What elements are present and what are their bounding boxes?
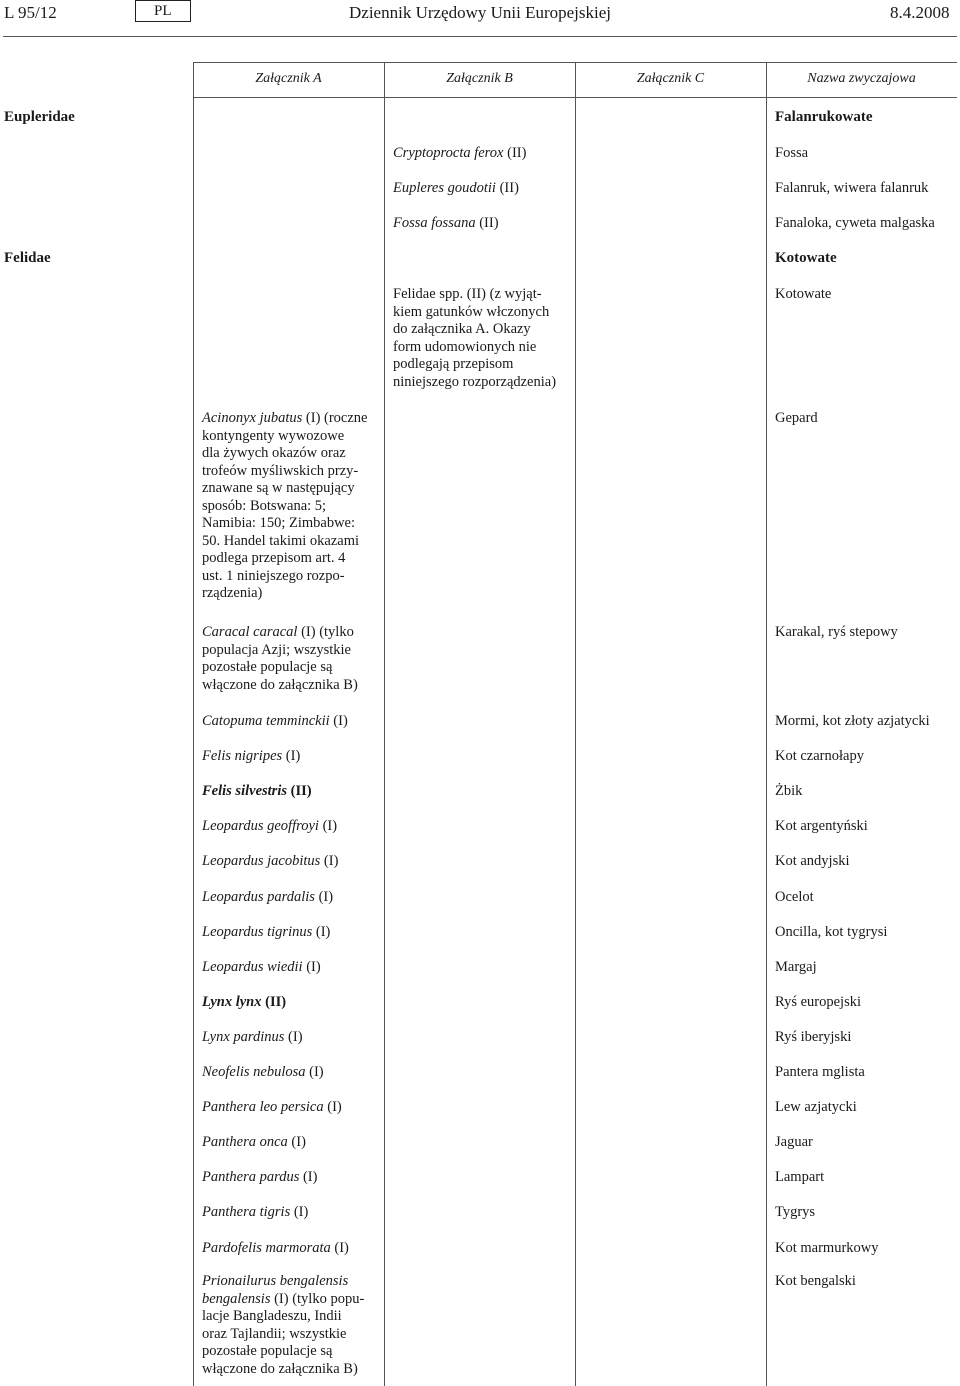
- species-entry: Felis nigripes (I): [202, 748, 301, 764]
- common-name: Ryś iberyjski: [775, 1029, 852, 1045]
- species-entry: Lynx lynx (II): [202, 994, 287, 1010]
- language-badge: PL: [135, 0, 191, 22]
- species-entry: Fossa fossana (II): [393, 215, 499, 231]
- publication-date: 8.4.2008: [890, 3, 950, 22]
- common-name: Lew azjatycki: [775, 1099, 857, 1115]
- column-divider: [193, 62, 194, 1386]
- felidae-spp-entry: Felidae spp. (II) (z wyjąt- kiem gatunków włczonych do załącznika A. Okazy form udomowionych nie podlegają przepisom niniejszego rozporządzenia): [393, 286, 557, 390]
- species-entry: Leopardus jacobitus (I): [202, 853, 339, 869]
- species-entry: Leopardus pardalis (I): [202, 889, 334, 905]
- species-entry: Cryptoprocta ferox (II): [393, 145, 527, 161]
- common-name: Karakal, ryś stepowy: [775, 624, 898, 640]
- family-common-name: Kotowate: [775, 250, 837, 266]
- column-header-c: Załącznik C: [636, 71, 705, 86]
- species-entry-acinonyx: Acinonyx jubatus (I) (roczne kontyngenty wywozowe dla żywych okazów oraz trofeów myśliwskich przy- znawane są w następujący sposób: Botswana: 5; Namibia: 150; Zimbabwe: 50. Handel takimi okazami podlega przepisom art. 4 ust. 1 niniejszego rozpo- rządzenia): [202, 410, 368, 601]
- column-divider: [766, 62, 767, 1386]
- page-header: [0, 0, 960, 36]
- column-divider: [575, 62, 576, 1386]
- species-entry: Catopuma temminckii (I): [202, 713, 348, 729]
- species-entry: Panthera tigris (I): [202, 1204, 309, 1220]
- common-name: Kot andyjski: [775, 853, 850, 869]
- species-entry: Leopardus wiedii (I): [202, 959, 321, 975]
- common-name: Ryś europejski: [775, 994, 862, 1010]
- species-entry: Pardofelis marmorata (I): [202, 1240, 349, 1256]
- species-entry: Eupleres goudotii (II): [393, 180, 519, 196]
- species-entry: Panthera leo persica (I): [202, 1099, 342, 1115]
- column-divider: [384, 62, 385, 1386]
- common-name: Lampart: [775, 1169, 825, 1185]
- common-name: Kot argentyński: [775, 818, 868, 834]
- species-entry: Lynx pardinus (I): [202, 1029, 303, 1045]
- species-entry: Panthera onca (I): [202, 1134, 306, 1150]
- species-entry-prionailurus: Prionailurus bengalensis bengalensis (I) (tylko popu- lacje Bangladeszu, Indii oraz Tajlandii; wszystkie pozostałe populacje są włączone do załącznika B): [202, 1273, 365, 1377]
- species-entry: Neofelis nebulosa (I): [202, 1064, 324, 1080]
- species-entry: Leopardus geoffroyi (I): [202, 818, 338, 834]
- journal-title: Dziennik Urzędowy Unii Europejskiej: [349, 3, 612, 22]
- family-common-name: Falanrukowate: [775, 109, 873, 125]
- common-name: Żbik: [775, 783, 803, 799]
- common-name: Pantera mglista: [775, 1064, 865, 1080]
- common-name: Tygrys: [775, 1204, 816, 1220]
- common-name: Falanruk, wiwera falanruk: [775, 180, 929, 196]
- family-name: Eupleridae: [4, 109, 75, 125]
- header-rule: [3, 36, 957, 37]
- column-header-b: Załącznik B: [446, 71, 513, 86]
- species-entry-caracal: Caracal caracal (I) (tylko populacja Azji; wszystkie pozostałe populacje są włączone do załącznika B): [202, 624, 358, 693]
- species-entry: Panthera pardus (I): [202, 1169, 318, 1185]
- common-name: Jaguar: [775, 1134, 813, 1150]
- common-name: Kot marmurkowy: [775, 1240, 879, 1256]
- common-name: Mormi, kot złoty azjatycki: [775, 713, 930, 729]
- common-name: Kot bengalski: [775, 1273, 856, 1289]
- column-header-common: Nazwa zwyczajowa: [807, 71, 916, 86]
- page-reference: L 95/12: [4, 3, 57, 22]
- common-name: Kot czarnołapy: [775, 748, 864, 764]
- common-name: Fossa: [775, 145, 809, 161]
- common-name: Kotowate: [775, 286, 832, 302]
- family-name: Felidae: [4, 250, 51, 266]
- common-name: Ocelot: [775, 889, 814, 905]
- common-name: Margaj: [775, 959, 817, 975]
- species-entry: Felis silvestris (II): [202, 783, 312, 799]
- common-name: Gepard: [775, 410, 818, 426]
- common-name: Fanaloka, cyweta malgaska: [775, 215, 935, 231]
- species-entry: Leopardus tigrinus (I): [202, 924, 331, 940]
- column-header-a: Załącznik A: [255, 71, 322, 86]
- common-name: Oncilla, kot tygrysi: [775, 924, 888, 940]
